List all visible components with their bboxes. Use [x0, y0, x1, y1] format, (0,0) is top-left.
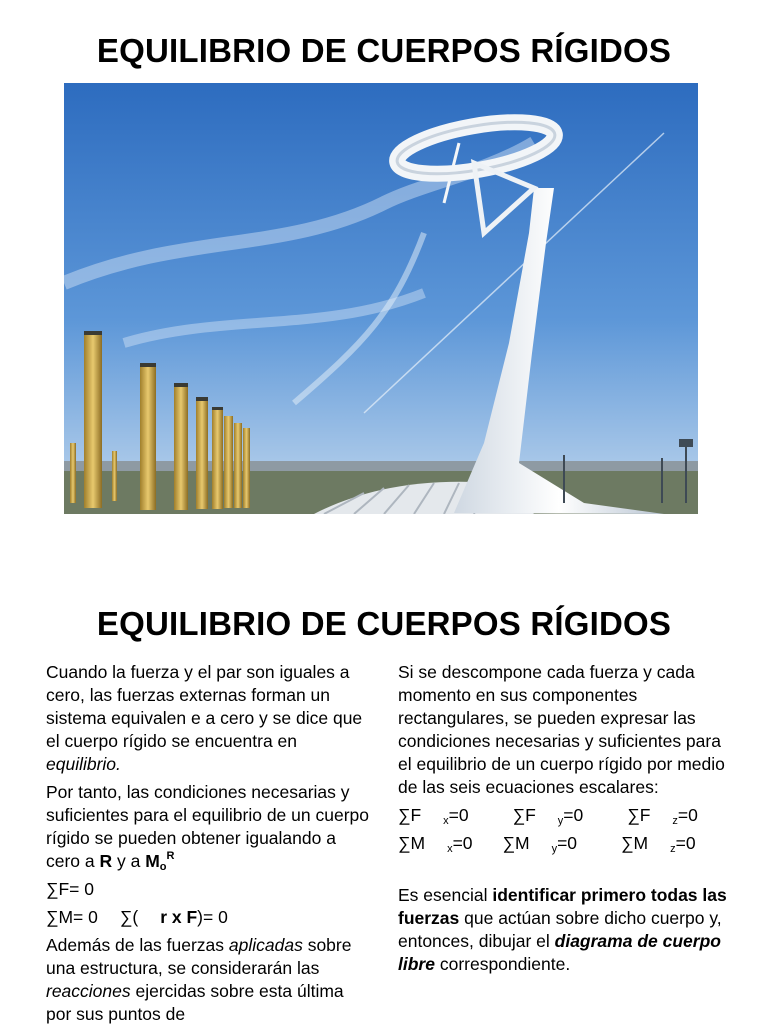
sum-force-equation: ∑F= 0 — [46, 879, 94, 899]
left-paragraph-3: Además de las fuerzas aplicadas sobre una estructura, se considerarán las reacciones ejercidas sobre esta última por sus puntos de — [46, 935, 352, 1024]
montjuic-tower-photo — [64, 83, 698, 514]
force-component-equations: ∑F $_x$=0 ∑F $_y$=0 ∑F $_z$=0 — [398, 805, 698, 827]
left-paragraph-2: Por tanto, las condiciones necesarias y suficientes para el equilibrio de un cuerpo rígido se pueden obtener igualando a cero a R y a $M_o^R$ — [46, 782, 369, 873]
right-paragraph-2: Es esencial identificar primero todas las fuerzas que actúan sobre dicho cuerpo y, entonces, dibujar el diagrama de cuerpo libre correspondiente. — [398, 885, 727, 974]
slide-1-title: EQUILIBRIO DE CUERPOS RÍGIDOS — [96, 32, 672, 69]
left-paragraph-1: Cuando la fuerza y el par son iguales a cero, las fuerzas externas forman un sistema equivalen e a cero y se dice que el cuerpo rígido se encuentra en equilibrio. — [46, 662, 363, 774]
slide-2-title: EQUILIBRIO DE CUERPOS RÍGIDOS — [96, 605, 672, 642]
moment-component-equations: ∑M $_x$=0 ∑M $_y$=0 ∑M $_z$=0 — [398, 833, 696, 855]
left-text-column — [46, 661, 372, 1031]
right-text-column — [398, 661, 728, 981]
sum-moment-equations: ∑M= 0 ∑( r x F)= 0 — [46, 907, 228, 927]
right-paragraph-1: Si se descompone cada fuerza y cada momento en sus componentes rectangulares, se pueden expresar las condiciones necesarias y suficientes para el equilibrio de un cuerpo rígido por medio de las seis ecuaciones escalares: — [398, 662, 725, 797]
